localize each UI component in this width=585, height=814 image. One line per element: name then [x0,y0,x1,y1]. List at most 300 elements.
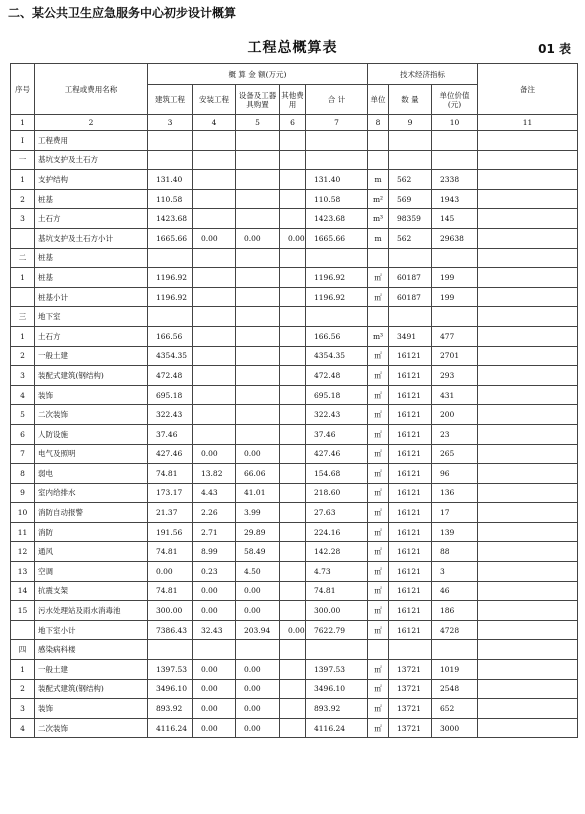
table-row [11,405,578,425]
seq-cell [11,287,35,307]
qty-cell: 60187 [389,268,432,288]
column-index-cell: 6 [280,115,306,131]
qty-cell: 16121 [389,385,432,405]
note-cell [478,620,578,640]
unit-cell: ㎡ [368,542,389,562]
unit-price-cell: 186 [432,601,478,621]
seq-cell: 8 [11,464,35,484]
equipment-cell [236,189,280,209]
install-cell: 32.43 [193,620,236,640]
seq-cell: 7 [11,444,35,464]
unit-cell: ㎡ [368,660,389,680]
name-cell: 桩基 [35,189,148,209]
note-cell [478,562,578,582]
name-cell: 装饰 [35,385,148,405]
name-cell: 污水处理站及雨水消毒池 [35,601,148,621]
qty-cell: 13721 [389,679,432,699]
total-cell: 110.58 [306,189,368,209]
table-row [11,366,578,386]
seq-cell: 1 [11,268,35,288]
total-cell: 224.16 [306,522,368,542]
equipment-cell: 41.01 [236,483,280,503]
total-cell: 472.48 [306,366,368,386]
equipment-cell [236,346,280,366]
unit-cell: ㎡ [368,346,389,366]
total-cell: 142.28 [306,542,368,562]
install-cell: 0.00 [193,581,236,601]
unit-cell: ㎡ [368,366,389,386]
install-cell: 0.00 [193,699,236,719]
unit-price-cell: 431 [432,385,478,405]
equipment-cell [236,385,280,405]
other-cell [280,503,306,523]
unit-price-cell: 477 [432,326,478,346]
seq-cell: 1 [11,326,35,346]
qty-cell: 16121 [389,503,432,523]
other-cell [280,150,306,170]
unit-cell: ㎡ [368,718,389,738]
table-title: 工程总概算表 [247,40,338,56]
note-cell [478,268,578,288]
qty-cell: 16121 [389,483,432,503]
install-cell [193,268,236,288]
total-cell: 7622.79 [306,620,368,640]
qty-cell: 13721 [389,660,432,680]
total-cell: 4116.24 [306,718,368,738]
column-index-cell: 5 [236,115,280,131]
install-cell [193,248,236,268]
building-cell: 427.46 [148,444,193,464]
name-cell: 装饰 [35,699,148,719]
install-cell [193,150,236,170]
other-cell [280,464,306,484]
install-cell: 2.26 [193,503,236,523]
estimate-table [10,63,578,738]
qty-cell: 16121 [389,405,432,425]
qty-cell [389,248,432,268]
header-install: 安装工程 [193,85,236,115]
other-cell [280,522,306,542]
unit-price-cell: 1019 [432,660,478,680]
unit-price-cell: 96 [432,464,478,484]
total-cell [306,150,368,170]
name-cell: 二次装饰 [35,405,148,425]
seq-cell: 2 [11,189,35,209]
qty-cell: 569 [389,189,432,209]
building-cell: 166.56 [148,326,193,346]
note-cell [478,385,578,405]
seq-cell: 1 [11,660,35,680]
unit-price-cell: 88 [432,542,478,562]
note-cell [478,424,578,444]
qty-cell: 98359 [389,209,432,229]
unit-cell: m² [368,189,389,209]
name-cell: 通风 [35,542,148,562]
equipment-cell [236,307,280,327]
install-cell: 0.00 [193,718,236,738]
equipment-cell: 0.00 [236,660,280,680]
unit-cell: ㎡ [368,620,389,640]
note-cell [478,522,578,542]
equipment-cell [236,268,280,288]
install-cell [193,326,236,346]
equipment-cell: 0.00 [236,718,280,738]
unit-cell [368,307,389,327]
seq-cell: 3 [11,699,35,719]
seq-cell: 3 [11,209,35,229]
unit-cell [368,640,389,660]
equipment-cell: 203.94 [236,620,280,640]
install-cell [193,640,236,660]
seq-cell: 5 [11,405,35,425]
qty-cell: 16121 [389,366,432,386]
name-cell: 消防自动报警 [35,503,148,523]
note-cell [478,346,578,366]
total-cell: 1423.68 [306,209,368,229]
seq-cell: 12 [11,542,35,562]
building-cell: 74.81 [148,581,193,601]
seq-cell [11,228,35,248]
total-cell [306,307,368,327]
equipment-cell: 0.00 [236,601,280,621]
equipment-cell [236,405,280,425]
header-equipment: 设备及工器具购置 [236,85,280,115]
table-row [11,189,578,209]
name-cell: 桩基 [35,248,148,268]
unit-price-cell: 136 [432,483,478,503]
install-cell [193,346,236,366]
seq-cell: 13 [11,562,35,582]
install-cell [193,424,236,444]
other-cell [280,679,306,699]
unit-price-cell [432,640,478,660]
total-cell: 427.46 [306,444,368,464]
seq-cell: 2 [11,679,35,699]
building-cell: 7386.43 [148,620,193,640]
other-cell [280,699,306,719]
other-cell [280,307,306,327]
table-row [11,307,578,327]
total-cell [306,248,368,268]
equipment-cell: 0.00 [236,679,280,699]
building-cell [148,131,193,151]
equipment-cell [236,640,280,660]
total-cell: 695.18 [306,385,368,405]
building-cell: 695.18 [148,385,193,405]
table-row [11,424,578,444]
unit-cell: ㎡ [368,268,389,288]
table-row [11,542,578,562]
column-index-cell: 11 [478,115,578,131]
note-cell [478,287,578,307]
total-cell: 3496.10 [306,679,368,699]
name-cell: 一般土建 [35,346,148,366]
qty-cell: 3491 [389,326,432,346]
unit-cell: ㎡ [368,601,389,621]
other-cell [280,268,306,288]
note-cell [478,660,578,680]
name-cell: 基坑支护及土石方小计 [35,228,148,248]
name-cell: 感染病科楼 [35,640,148,660]
unit-price-cell: 1943 [432,189,478,209]
name-cell: 支护结构 [35,170,148,190]
seq-cell: 14 [11,581,35,601]
unit-cell: m [368,170,389,190]
total-cell: 893.92 [306,699,368,719]
qty-cell: 16121 [389,346,432,366]
table-row [11,287,578,307]
table-row [11,718,578,738]
total-cell [306,131,368,151]
unit-price-cell: 2548 [432,679,478,699]
install-cell: 0.00 [193,601,236,621]
unit-price-cell: 46 [432,581,478,601]
other-cell [280,444,306,464]
building-cell: 191.56 [148,522,193,542]
other-cell [280,287,306,307]
name-cell: 一般土建 [35,660,148,680]
seq-cell: 2 [11,346,35,366]
total-cell: 322.43 [306,405,368,425]
unit-price-cell: 17 [432,503,478,523]
install-cell: 0.00 [193,444,236,464]
unit-cell: ㎡ [368,699,389,719]
other-cell [280,542,306,562]
unit-cell: ㎡ [368,483,389,503]
building-cell [148,307,193,327]
header-unit-price: 单位价值(元) [432,85,478,115]
name-cell: 人防设施 [35,424,148,444]
other-cell: 0.00 [280,228,306,248]
qty-cell [389,640,432,660]
total-cell: 1196.92 [306,268,368,288]
unit-price-cell: 199 [432,287,478,307]
total-cell: 1665.66 [306,228,368,248]
document-heading: 二、某公共卫生应急服务中心初步设计概算 [8,6,237,20]
table-row [11,326,578,346]
note-cell [478,366,578,386]
seq-cell: Ⅰ [11,131,35,151]
name-cell: 室内给排水 [35,483,148,503]
other-cell [280,718,306,738]
total-cell: 166.56 [306,326,368,346]
header-qty: 数 量 [389,85,432,115]
building-cell: 4354.35 [148,346,193,366]
header-total: 合 计 [306,85,368,115]
name-cell: 地下室 [35,307,148,327]
other-cell [280,131,306,151]
total-cell: 300.00 [306,601,368,621]
unit-price-cell: 265 [432,444,478,464]
unit-cell: m³ [368,326,389,346]
install-cell [193,405,236,425]
table-row [11,464,578,484]
note-cell [478,640,578,660]
unit-price-cell: 199 [432,268,478,288]
name-cell: 抗震支架 [35,581,148,601]
other-cell [280,366,306,386]
unit-cell: ㎡ [368,424,389,444]
other-cell [280,170,306,190]
other-cell [280,209,306,229]
table-row [11,483,578,503]
other-cell [280,581,306,601]
qty-cell: 16121 [389,542,432,562]
note-cell [478,718,578,738]
other-cell [280,601,306,621]
table-row [11,150,578,170]
seq-cell: 11 [11,522,35,542]
total-cell: 74.81 [306,581,368,601]
seq-cell: 三 [11,307,35,327]
header-other: 其他费用 [280,85,306,115]
unit-cell: ㎡ [368,444,389,464]
total-cell: 131.40 [306,170,368,190]
table-row [11,699,578,719]
unit-price-cell: 4728 [432,620,478,640]
table-row [11,385,578,405]
building-cell [148,640,193,660]
unit-price-cell: 293 [432,366,478,386]
install-cell [193,189,236,209]
building-cell [148,150,193,170]
seq-cell: 一 [11,150,35,170]
equipment-cell: 58.49 [236,542,280,562]
name-cell: 土石方 [35,326,148,346]
unit-cell: ㎡ [368,679,389,699]
name-cell: 工程费用 [35,131,148,151]
building-cell: 1196.92 [148,287,193,307]
table-row [11,268,578,288]
install-cell: 0.00 [193,660,236,680]
table-row [11,562,578,582]
unit-cell: m [368,228,389,248]
table-body [11,115,578,738]
unit-price-cell: 2701 [432,346,478,366]
unit-cell: ㎡ [368,503,389,523]
name-cell: 桩基 [35,268,148,288]
header-tech-group: 技术经济指标 [368,64,478,85]
qty-cell: 16121 [389,562,432,582]
name-cell: 空调 [35,562,148,582]
note-cell [478,248,578,268]
equipment-cell: 29.89 [236,522,280,542]
name-cell: 土石方 [35,209,148,229]
other-cell: 0.00 [280,620,306,640]
table-row [11,581,578,601]
equipment-cell [236,287,280,307]
table-row [11,679,578,699]
name-cell: 电气及照明 [35,444,148,464]
header-estimate-group: 概 算 金 额(万元) [148,64,368,85]
table-row [11,444,578,464]
unit-cell [368,150,389,170]
building-cell: 37.46 [148,424,193,444]
other-cell [280,424,306,444]
table-row [11,346,578,366]
total-cell: 4.73 [306,562,368,582]
install-cell: 13.82 [193,464,236,484]
unit-cell: ㎡ [368,385,389,405]
column-index-cell: 1 [11,115,35,131]
seq-cell: 二 [11,248,35,268]
header-name: 工程或费用名称 [35,64,148,115]
install-cell: 8.99 [193,542,236,562]
unit-cell: ㎡ [368,287,389,307]
unit-price-cell: 139 [432,522,478,542]
note-cell [478,170,578,190]
qty-cell [389,150,432,170]
column-index-cell: 2 [35,115,148,131]
table-row [11,131,578,151]
name-cell: 装配式建筑(钢结构) [35,679,148,699]
install-cell: 4.43 [193,483,236,503]
equipment-cell [236,366,280,386]
seq-cell: 9 [11,483,35,503]
building-cell: 3496.10 [148,679,193,699]
seq-cell: 6 [11,424,35,444]
unit-price-cell [432,131,478,151]
total-cell: 1397.53 [306,660,368,680]
table-row [11,248,578,268]
qty-cell: 562 [389,170,432,190]
equipment-cell: 0.00 [236,581,280,601]
building-cell: 893.92 [148,699,193,719]
name-cell: 消防 [35,522,148,542]
note-cell [478,542,578,562]
unit-cell: ㎡ [368,464,389,484]
unit-price-cell: 23 [432,424,478,444]
equipment-cell [236,248,280,268]
unit-price-cell [432,248,478,268]
building-cell: 1423.68 [148,209,193,229]
header-seq: 序号 [11,64,35,115]
table-row [11,228,578,248]
install-cell [193,366,236,386]
equipment-cell [236,326,280,346]
name-cell: 二次装饰 [35,718,148,738]
equipment-cell: 0.00 [236,228,280,248]
column-index-cell: 9 [389,115,432,131]
seq-cell: 10 [11,503,35,523]
qty-cell: 16121 [389,620,432,640]
seq-cell: 1 [11,170,35,190]
total-cell: 4354.35 [306,346,368,366]
seq-cell: 四 [11,640,35,660]
seq-cell: 4 [11,718,35,738]
total-cell: 1196.92 [306,287,368,307]
total-cell: 27.63 [306,503,368,523]
total-cell: 218.60 [306,483,368,503]
qty-cell: 13721 [389,718,432,738]
note-cell [478,307,578,327]
other-cell [280,346,306,366]
header-building: 建筑工程 [148,85,193,115]
unit-cell [368,248,389,268]
total-cell: 154.68 [306,464,368,484]
building-cell: 74.81 [148,542,193,562]
qty-cell: 16121 [389,522,432,542]
name-cell: 装配式建筑(钢结构) [35,366,148,386]
unit-price-cell: 29638 [432,228,478,248]
install-cell: 0.00 [193,679,236,699]
install-cell [193,287,236,307]
other-cell [280,562,306,582]
unit-cell [368,131,389,151]
column-index-cell: 10 [432,115,478,131]
unit-price-cell: 652 [432,699,478,719]
unit-cell: ㎡ [368,562,389,582]
